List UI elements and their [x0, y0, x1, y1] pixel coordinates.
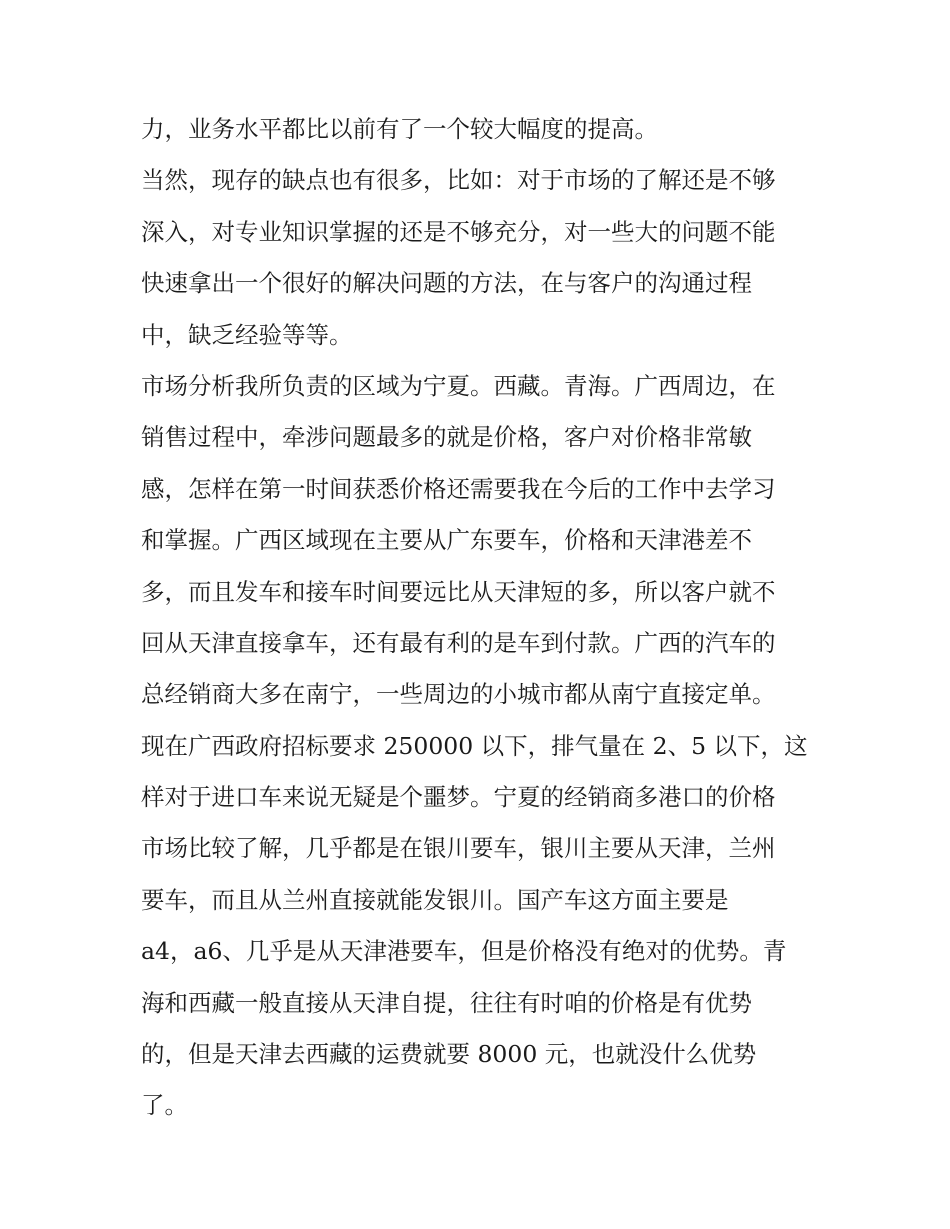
text-line: 多，而且发车和接车时间要远比从天津短的多，所以客户就不 — [141, 577, 776, 606]
text-line: 和掌握。广西区域现在主要从广东要车，价格和天津港差不 — [141, 526, 752, 555]
text-line: 当然，现存的缺点也有很多，比如：对于市场的了解还是不够 — [141, 166, 776, 195]
text-line: 深入，对专业知识掌握的还是不够充分，对一些大的问题不能 — [141, 217, 776, 246]
text-line: 总经销商大多在南宁，一些周边的小城市都从南宁直接定单。 — [141, 680, 776, 709]
text-line: a4，a6、几乎是从天津港要车，但是价格没有绝对的优势。青 — [141, 937, 787, 966]
text-line: 中，缺乏经验等等。 — [141, 320, 353, 349]
body-text — [141, 104, 821, 1132]
text-line: 快速拿出一个很好的解决问题的方法，在与客户的沟通过程 — [141, 269, 752, 298]
text-line: 销售过程中，牵涉问题最多的就是价格，客户对价格非常敏 — [141, 423, 752, 452]
text-line: 市场分析我所负责的区域为宁夏。西藏。青海。广西周边，在 — [141, 371, 776, 400]
text-line: 了。 — [141, 1091, 188, 1120]
text-line: 现在广西政府招标要求 250000 以下，排气量在 2、5 以下，这 — [141, 731, 808, 760]
text-line: 样对于进口车来说无疑是个噩梦。宁夏的经销商多港口的价格 — [141, 783, 776, 812]
text-line: 回从天津直接拿车，还有最有利的是车到付款。广西的汽车的 — [141, 628, 776, 657]
text-line: 市场比较了解，几乎都是在银川要车，银川主要从天津，兰州 — [141, 834, 776, 863]
text-line: 的，但是天津去西藏的运费就要 8000 元，也就没什么优势 — [141, 1040, 757, 1069]
text-line: 力，业务水平都比以前有了一个较大幅度的提高。 — [141, 115, 658, 143]
text-line: 要车，而且从兰州直接就能发银川。国产车这方面主要是 — [141, 885, 729, 914]
text-line: 感，怎样在第一时间获悉价格还需要我在今后的工作中去学习 — [141, 474, 776, 503]
text-line: 海和西藏一般直接从天津自提，往往有时咱的价格是有优势 — [141, 988, 752, 1017]
